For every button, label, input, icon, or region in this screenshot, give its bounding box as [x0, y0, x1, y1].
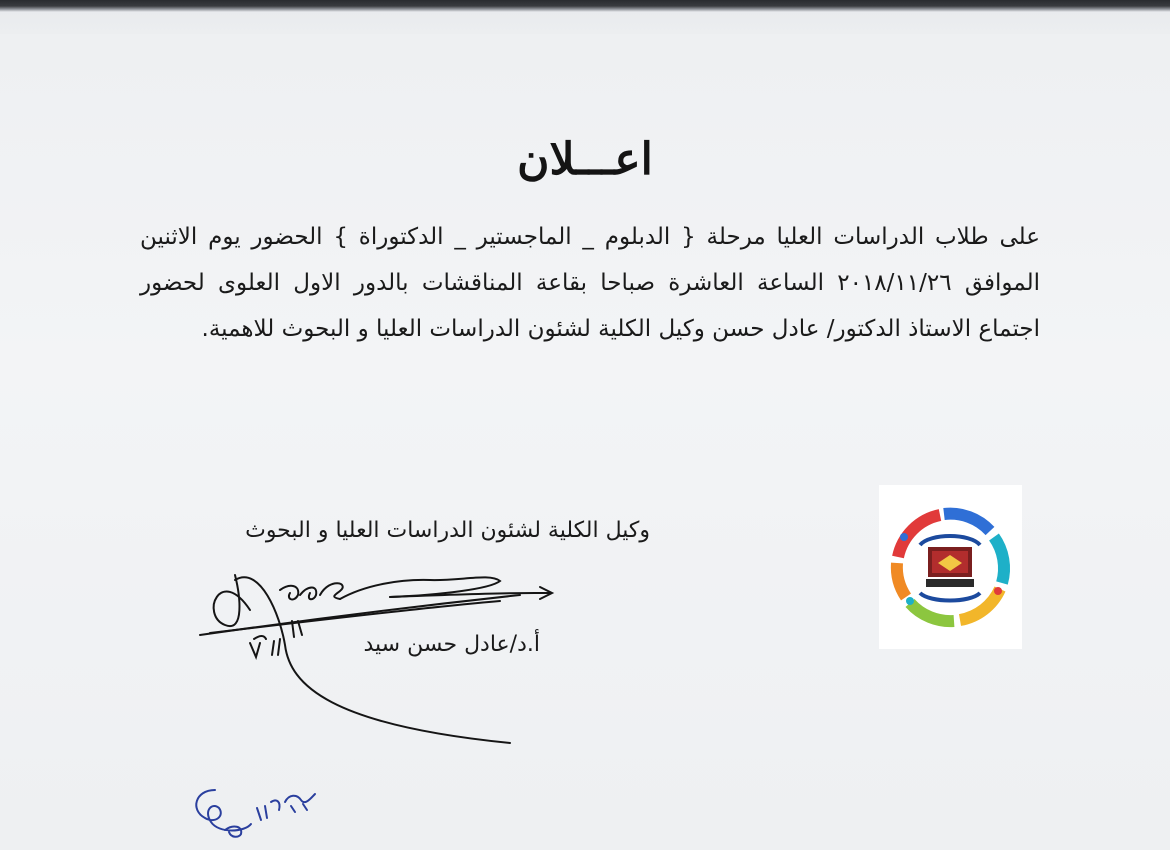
scan-top-edge	[0, 0, 1170, 34]
signer-title: وكيل الكلية لشئون الدراسات العليا و البحوث	[245, 518, 650, 543]
handwritten-initials	[185, 780, 325, 845]
signer-name: أ.د/عادل حسن سيد	[363, 632, 540, 657]
logo-emblem-icon	[879, 485, 1022, 649]
announcement-title: اعـــلان	[517, 134, 653, 185]
announcement-body-text: على طلاب الدراسات العليا مرحلة { الدبلوم _ الماجستير _ الدكتوراة } الحضور يوم الاثنين الموافق ٢٠١٨/١١/٢٦ الساعة العاشرة صباحا بقاعة المناقشات بالدور الاول العلوى لحضور اجتماع الاستاذ الدكتور/ عادل حسن وكيل الكلية لشئون الدراسات العليا و البحوث للاهمية.	[140, 224, 1040, 342]
college-logo	[879, 485, 1022, 649]
announcement-body	[140, 214, 1040, 352]
